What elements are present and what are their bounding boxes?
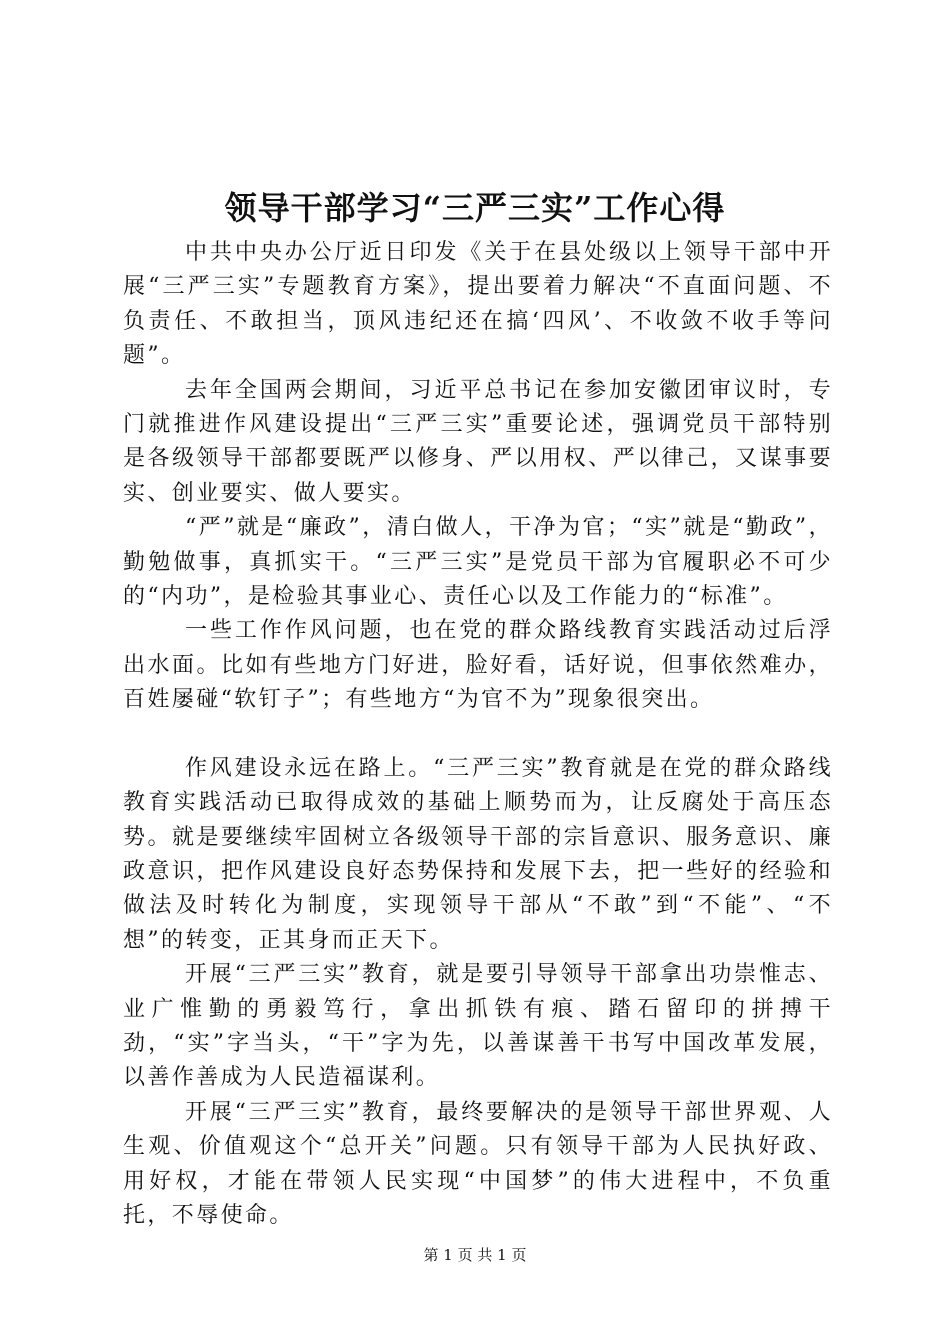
paragraph: 开展“三严三实”教育，就是要引导领导干部拿出功崇惟志、业广惟勤的勇毅笃行，拿出抓铁有痕、踏石留印的拼搏干劲，“实”字当头，“干”字为先，以善谋善干书写中国改革发展，以善作善成为人民造福谋利。 bbox=[123, 962, 833, 1091]
paragraph: 作风建设永远在路上。“三严三实”教育就是在党的群众路线教育实践活动已取得成效的基础上顺势而为，让反腐处于高压态势。就是要继续牢固树立各级领导干部的宗旨意识、服务意识、廉政意识，把作风建设良好态势保持和发展下去，把一些好的经验和做法及时转化为制度，实现领导干部从“不敢”到“不能”、“不想”的转变，正其身而正天下。 bbox=[123, 755, 833, 953]
paragraph: 开展“三严三实”教育，最终要解决的是领导干部世界观、人生观、价值观这个“总开关”问题。只有领导干部为人民执好政、用好权，才能在带领人民实现“中国梦”的伟大进程中，不负重托，不辱使命。 bbox=[123, 1099, 833, 1228]
paragraph: “严”就是“廉政”，清白做人，干净为官；“实”就是“勤政”，勤勉做事，真抓实干。“三严三实”是党员干部为官履职必不可少的“内功”，是检验其事业心、责任心以及工作能力的“标准”。 bbox=[123, 515, 833, 610]
paragraph: 一些工作作风问题，也在党的群众路线教育实践活动过后浮出水面。比如有些地方门好进，脸好看，话好说，但事依然难办，百姓屡碰“软钉子”；有些地方“为官不为”现象很突出。 bbox=[123, 618, 833, 713]
page-number-footer: 第 1 页 共 1 页 bbox=[423, 1246, 527, 1264]
document-title: 领导干部学习“三严三实”工作心得 bbox=[224, 189, 726, 227]
document-body bbox=[123, 236, 833, 1233]
paragraph: 中共中央办公厅近日印发《关于在县处级以上领导干部中开展“三严三实”专题教育方案》，提出要着力解决“不直面问题、不负责任、不敢担当，顶风违纪还在搞‘四风’、不收敛不收手等问题”。 bbox=[123, 240, 833, 369]
paragraph: 去年全国两会期间，习近平总书记在参加安徽团审议时，专门就推进作风建设提出“三严三实”重要论述，强调党员干部特别是各级领导干部都要既严以修身、严以用权、严以律己，又谋事要实、创业要实、做人要实。 bbox=[123, 377, 833, 506]
